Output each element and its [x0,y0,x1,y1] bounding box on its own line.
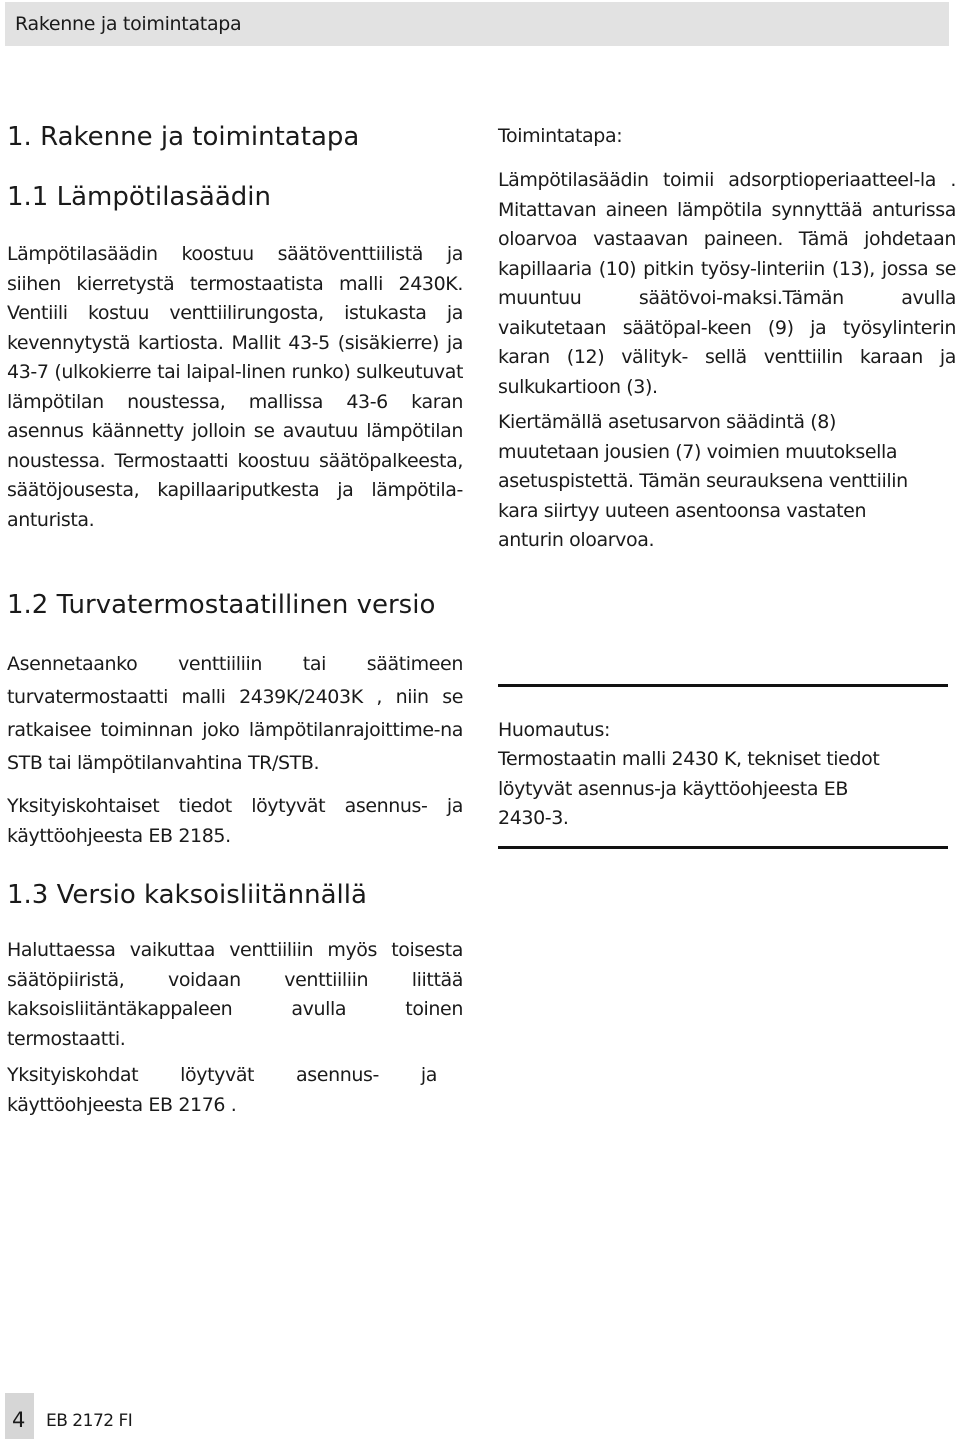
function-paragraph-1: Lämpötilasäädin toimii adsorptioperiaatteel-la . Mitattavan aineen lämpötila synnyttää anturissa oloarvoa vastaavan paineen. Tämä johdetaan kapillaaria (10) pitkin työsy-linteriin (13), jossa se muuntuu säätövoi-maksi.Tämän avulla vaikutetaan säätöpal-keen (9) ja työsylinterin karan (12) välityk- sellä venttiilin karaan ja sulkukartioon (3). [498,169,956,398]
section-1-2-paragraph-1: Asennetaanko venttiiliin tai säätimeen turvatermostaatti malli 2439K/2403K , niin se ratkaisee toiminnan joko lämpötilanrajoittime-na STB tai lämpötilanvahtina TR/STB. [7,653,463,774]
function-title: Toimintatapa: [498,125,623,147]
document-code: EB 2172 FI [46,1411,133,1431]
page-number: 4 [12,1408,26,1432]
function-paragraph-2: Kiertämällä asetusarvon säädintä (8) muutetaan jousien (7) voimien muutoksella asetuspistettä. Tämän seurauksena venttiilin kara siirtyy uuteen asentoonsa vastaten anturin oloarvoa. [498,411,908,551]
page-header-title: Rakenne ja toimintatapa [15,13,242,35]
note-text: Termostaatin malli 2430 K, tekniset tiedot löytyvät asennus-ja käyttöohjeesta EB 2430-3. [498,748,880,829]
section-1-1-title: 1.1 Lämpötilasäädin [7,182,271,212]
section-1-1-paragraph: Lämpötilasäädin koostuu säätöventtiilistä ja siihen kierretystä termostaatista malli 2430K. Ventiili kostuu venttiilirungosta, istukasta ja kevennytystä kartiosta. Mallit 43-5 (sisäkierre) ja 43-7 (ulkokierre tai laipal-linen runko) sulkeutuvat lämpötilan noustessa, mallissa 43-6 karan asennus käännetty jolloin se avautuu lämpötilan noustessa. Termostaatti koostuu säätöpalkeesta, säätöjousesta, kapillaariputkesta ja lämpötila-anturista. [7,243,463,531]
note-title: Huomautus: [498,719,610,741]
section-1-3-title: 1.3 Versio kaksoisliitännällä [7,880,367,910]
section-1-3-paragraph-2: Yksityiskohdat löytyvät asennus- ja käyttöohjeesta EB 2176 . [7,1064,437,1116]
section-1-2-title: 1.2 Turvatermostaatillinen versio [7,590,436,620]
section-1-2-paragraph-2: Yksityiskohtaiset tiedot löytyvät asennus- ja käyttöohjeesta EB 2185. [7,795,463,847]
section-1-3-paragraph-1: Haluttaessa vaikuttaa venttiiliin myös toisesta säätöpiiristä, voidaan venttiiliin liittää kaksoisliitäntäkappaleen avulla toinen termostaatti. [7,939,463,1050]
chapter-title: 1. Rakenne ja toimintatapa [7,122,360,152]
note-top-rule [498,684,948,687]
note-bottom-rule [498,846,948,849]
